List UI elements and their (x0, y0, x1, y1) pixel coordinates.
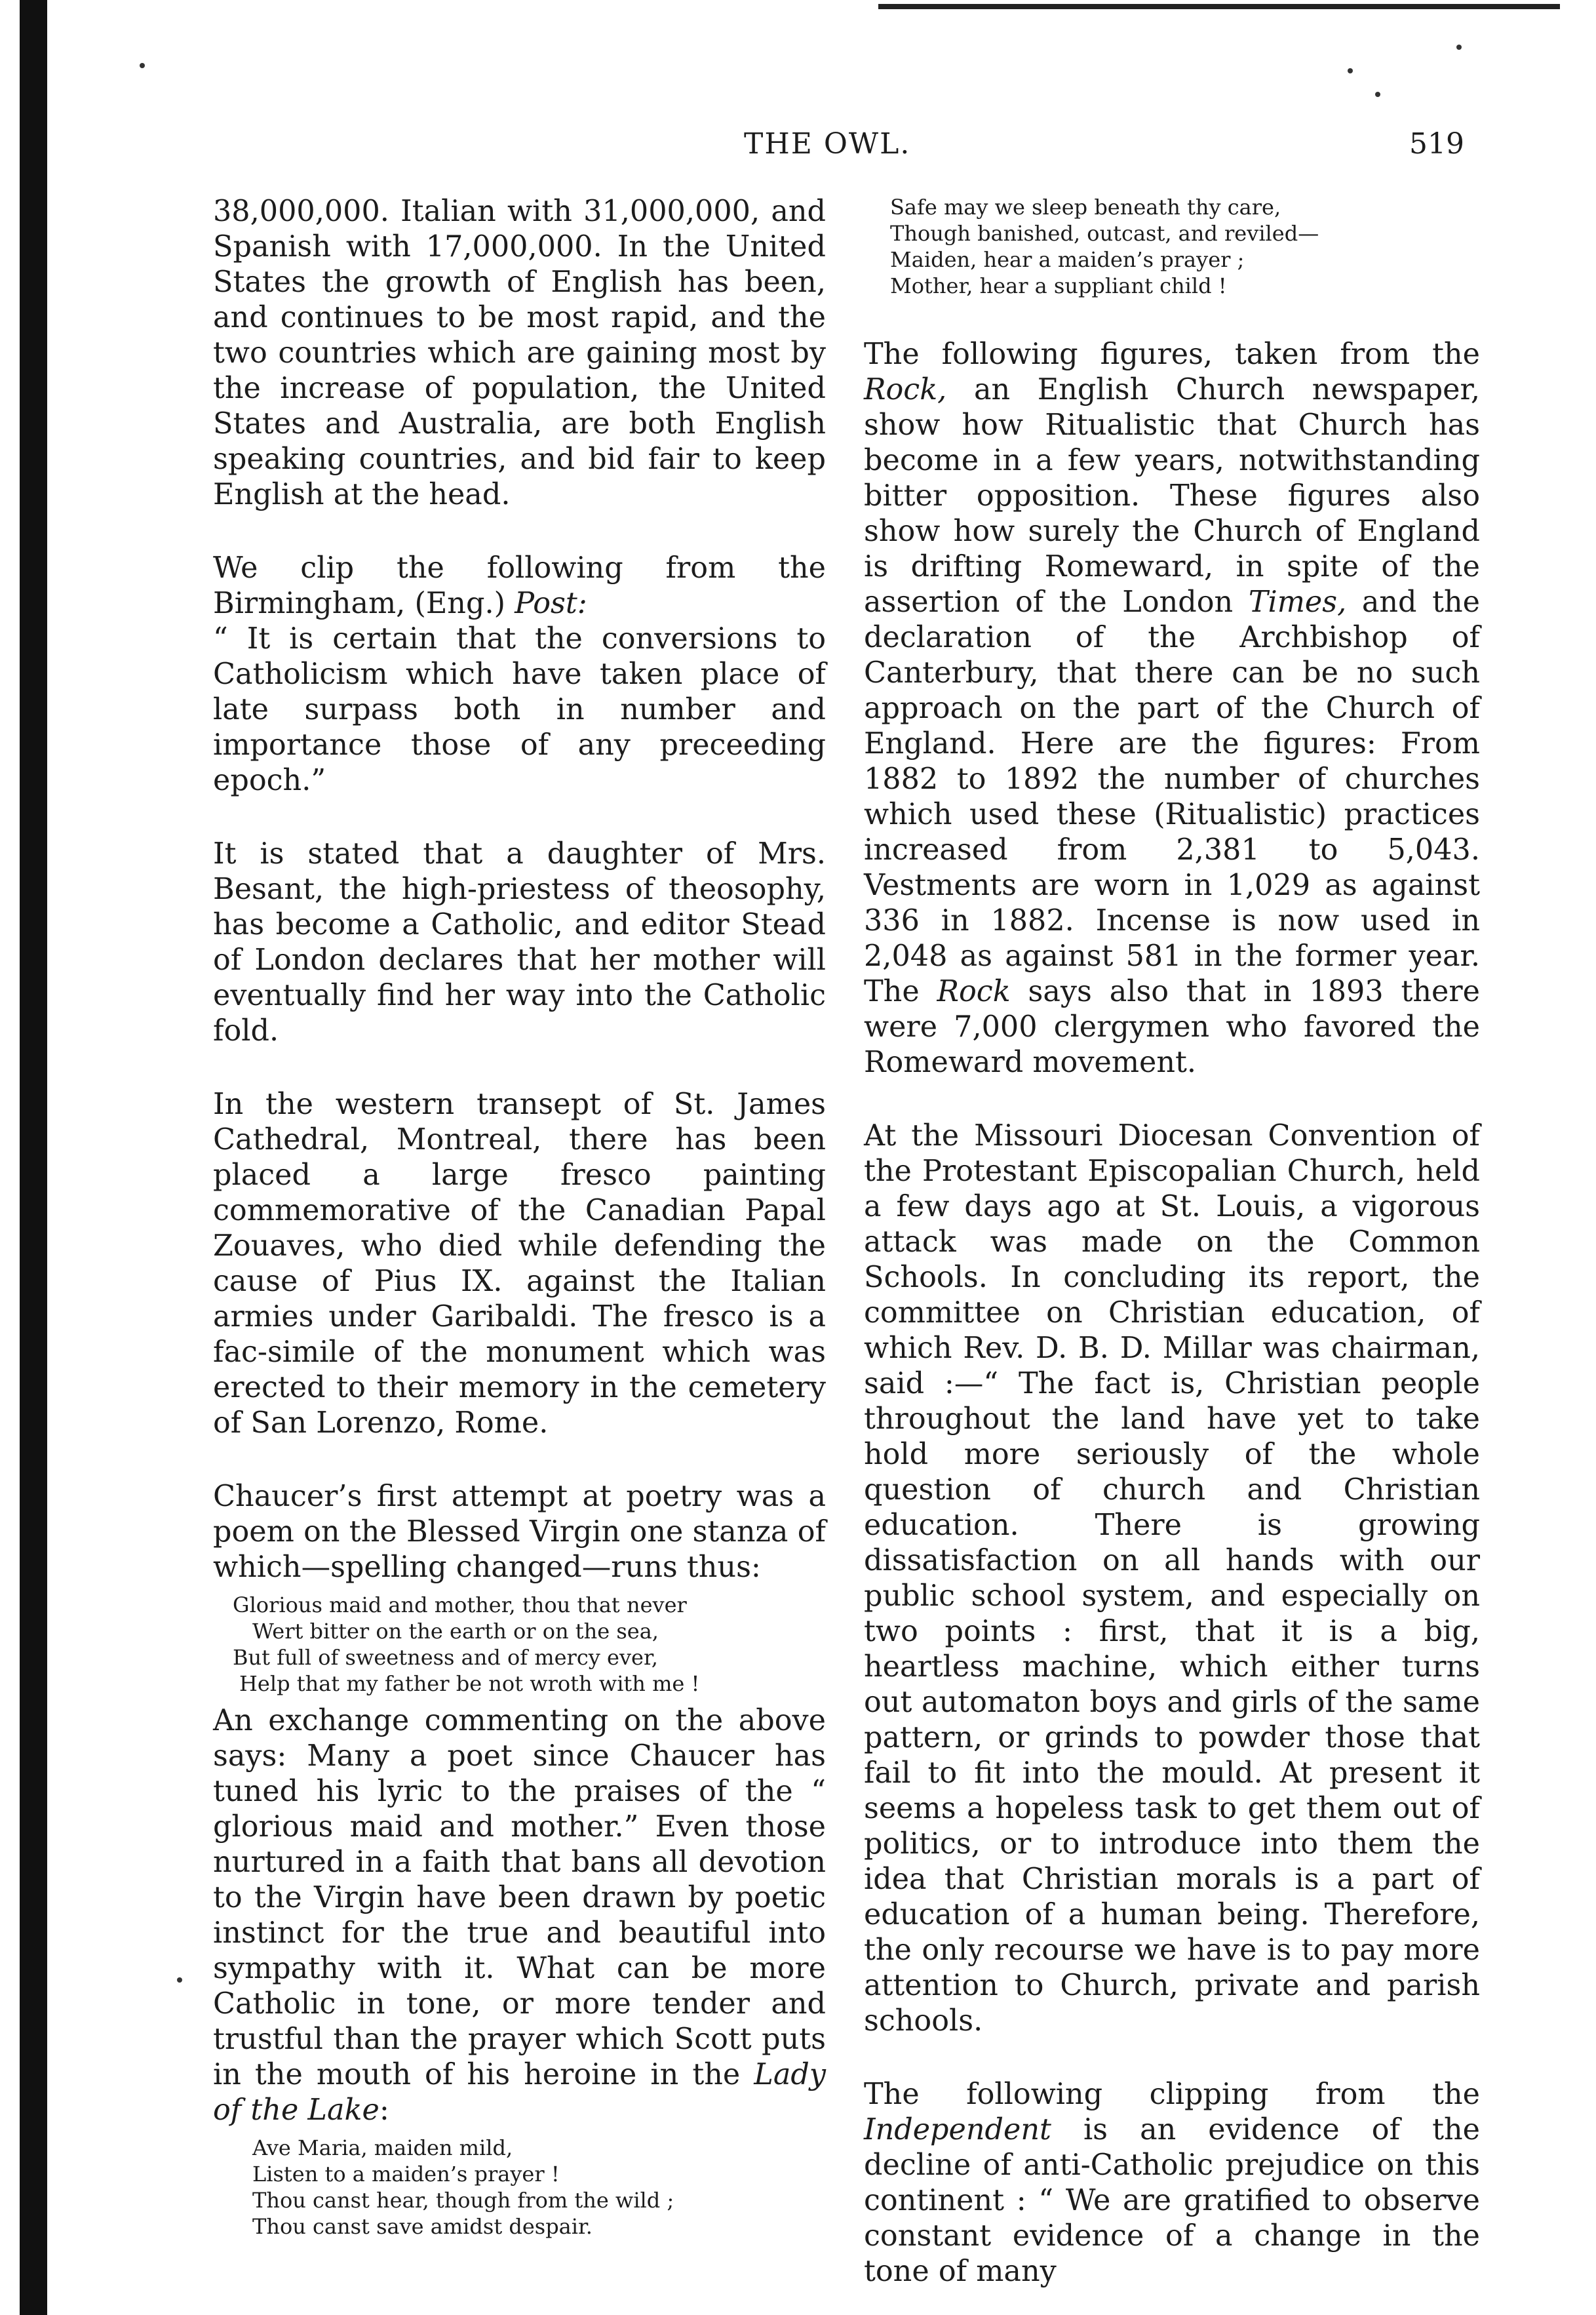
verse-chaucer: Glorious maid and mother, thou that never Wert bitter on the earth or on the sea, But full of sweetness and of mercy ever, Help that my father be not wroth with me ! (233, 1593, 700, 1696)
verse-ave-maria: Ave Maria, maiden mild, Listen to a maiden’s prayer ! Thou canst hear, though from the wild ; Thou canst save amidst despair. (252, 2135, 674, 2239)
paragraph-language-statistics: 38,000,000. Italian with 31,000,000, and Spanish with 17,000,000. In the United States the growth of English has been, and continues to be most rapid, and the two countries which are gaining most by the increase of population, the United States and Australia, are both English speaking countries, and bid fair to keep English at the head. (213, 195, 826, 511)
quote-conversions: “ It is certain that the conversions to Catholicism which have taken place of late surpass both in number and importance those of any preceeding epoch.” (213, 622, 826, 797)
paragraph-chaucer: Chaucer’s first attempt at poetry was a poem on the Blessed Virgin one stanza of which—spelling changed—runs thus: (213, 1480, 826, 1584)
paragraph-ritualism-figures: The following figures, taken from the Rock, an English Church newspaper, show how Ritualistic that Church has become in a few years, notwithstanding bitter opposition. These figures also show how surely the Church of England is drifting Romeward, in spite of the assertion of the London Times, and the declaration of the Archbishop of Canterbury, that there can be no such approach on the part of the Church of England. Here are the figures: From 1882 to 1892 the number of churches which used these (Ritualistic) practices increased from 2,381 to 5,043. Vestments are worn in 1,029 as against 336 in 1882. Incense is now used in 2,048 as against 581 in the former year. The Rock says also that in 1893 there were 7,000 clergymen who favored the Romeward movement. (864, 338, 1480, 1079)
scan-speck (1375, 92, 1380, 97)
scan-top-rule (878, 4, 1560, 9)
page-header (0, 127, 1596, 167)
paragraph-missouri-convention: At the Missouri Diocesan Convention of the Protestant Episcopalian Church, held a few days ago at St. Louis, a vigorous attack was made on the Common Schools. In concluding its report, the committee on Christian education, of which Rev. D. B. D. Millar was chairman, said :—“ The fact is, Christian people throughout the land have yet to take hold more seriously of the whole question of church and Christian education. There is growing dissatisfaction on all hands with our public school system, and especially on two points : first, that it is a big, heartless machine, which either turns out automaton boys and girls of the same pattern, or grinds to powder those that fail to fit into the mould. At present it seems a hopeless task to get them out of politics, or to introduce into them the idea that Christian morals is a part of education of a human being. Therefore, the only recourse we have is to pay more attention to Church, private and parish schools. (864, 1119, 1480, 2038)
publication-title: Post: (515, 587, 587, 620)
scan-speck (177, 1977, 182, 1983)
paragraph-besant: It is stated that a daughter of Mrs. Besant, the high-priestess of theosophy, has become a Catholic, and editor Stead of London declares that her mother will eventually find her way into the Catholic fold. (213, 837, 826, 1048)
page-number: 519 (1409, 127, 1464, 161)
scan-speck (1456, 45, 1462, 50)
verse-continued: Safe may we sleep beneath thy care, Though banished, outcast, and reviled— Maiden, hear a maiden’s prayer ; Mother, hear a suppliant child ! (890, 195, 1319, 298)
paragraph-independent: The following clipping from the Independent is an evidence of the decline of anti-Catholic prejudice on this continent : “ We are gratified to observe constant evidence of a change in the tone of many (864, 2078, 1480, 2288)
running-title: THE OWL. (744, 127, 911, 161)
paragraph-exchange: An exchange commenting on the above says: Many a poet since Chaucer has tuned his lyric to the praises of the “ glorious maid and mother.” Even those nurtured in a faith that bans all devotion to the Virgin have been drawn by poetic instinct for the true and beautiful into sympathy with it. What can be more Catholic in tone, or more tender and trustful than the prayer which Scott puts in the mouth of his heroine in the Lady of the Lake: (213, 1704, 826, 2127)
work-title: Lady of the Lake (213, 2058, 826, 2127)
paragraph-fresco: In the western transept of St. James Cathedral, Montreal, there has been placed a large fresco painting commemorative of the Canadian Papal Zouaves, who died while defending the cause of Pius IX. against the Italian armies under Garibaldi. The fresco is a fac-simile of the monument which was erected to their memory in the cemetery of San Lorenzo, Rome. (213, 1088, 826, 1440)
paragraph-birmingham-post: We clip the following from the Birmingham, (Eng.) Post: (213, 551, 826, 620)
scan-speck (1348, 68, 1353, 73)
right-column (864, 194, 1480, 2289)
scan-edge-shadow (20, 0, 47, 2315)
left-column (213, 194, 826, 2246)
publication-title: Independent (864, 2113, 1051, 2147)
scan-speck (140, 63, 145, 68)
